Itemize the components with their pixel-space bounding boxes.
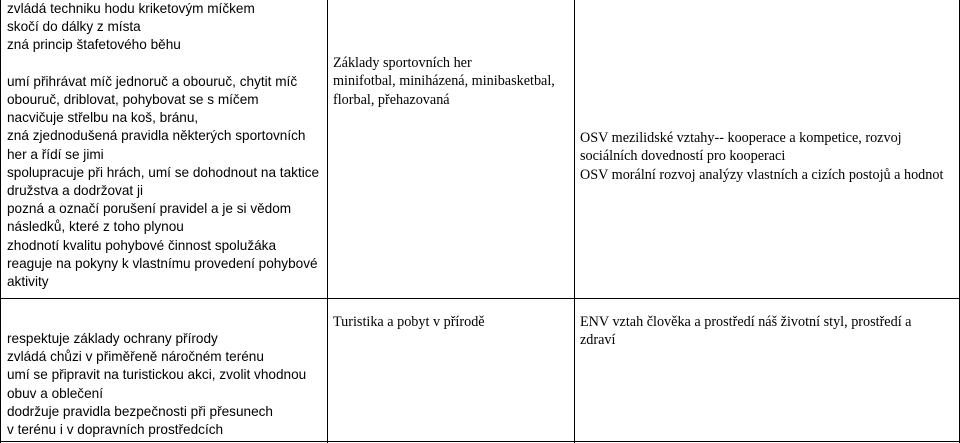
row1-expected-outcomes: zvládá techniku hodu kriketovým míčkem skočí do dálky z místa zná princip štafetového běhu umí přihrávat míč jednoruč a obouruč, chytit míč obouruč, driblovat, pohybovat se s míčem nacvičuje střelbu na koš, bránu, zná zjednodušená pravidla některých sportovních her a řídí se jimi spolupracuje při hrách, umí se dohodnout na taktice družstva a dodržovat ji pozná a označí porušení pravidel a je si vědom následků, které z toho plynou zhodnotí kvalitu pohybové činnost spolužáka reaguje na pokyny k vlastnímu provedení pohybové aktivity [7, 1, 320, 290]
table-bottom-border [0, 441, 960, 442]
row-divider [0, 298, 960, 299]
column-divider-left [0, 0, 1, 443]
row2-curriculum-content: Turistika a pobyt v přírodě [333, 314, 485, 330]
row1-cross-curricular-themes: OSV mezilidské vztahy-- kooperace a kompetice, rozvoj sociálních dovedností pro kooperaci OSV morální rozvoj analýzy vlastních a cizích postojů a hodnot [580, 130, 944, 183]
column-divider-2 [574, 0, 575, 443]
row1-curriculum-content: Základy sportovních her minifotbal, miniházená, minibasketbal, florbal, přehazovaná [333, 55, 555, 108]
row2-cross-curricular-themes: ENV vztah člověka a prostředí náš životní styl, prostředí a zdraví [580, 314, 912, 349]
row2-expected-outcomes: respektuje základy ochrany přírody zvládá chůzi v přiměřeně náročném terénu umí se připravit na turistickou akci, zvolit vhodnou obuv a oblečení dodržuje pravidla bezpečnosti při přesunech v terénu i v dopravních prostředcích [7, 331, 307, 438]
column-divider-1 [327, 0, 328, 443]
